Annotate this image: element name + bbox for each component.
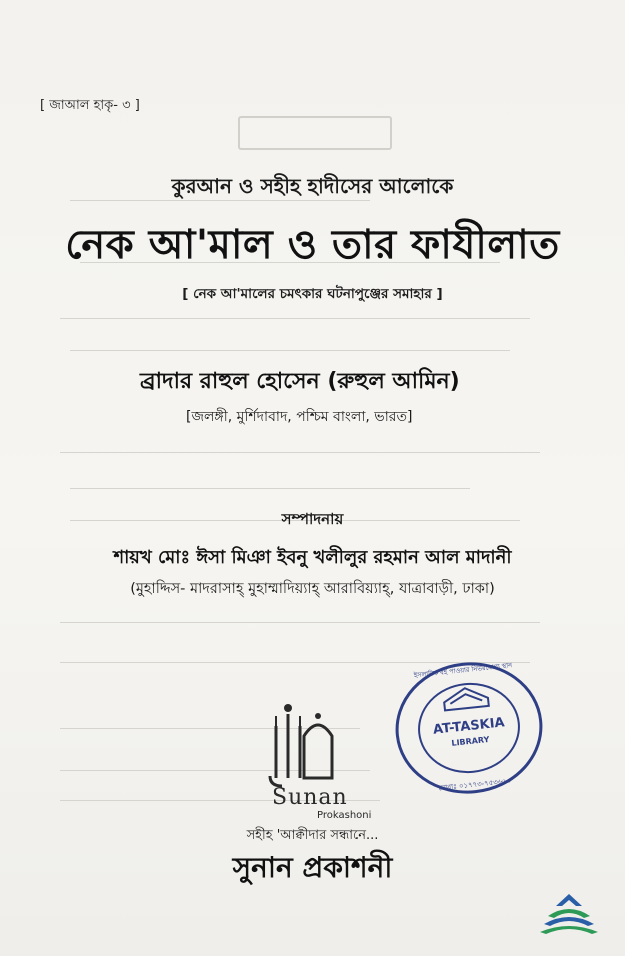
bleed-through-line bbox=[60, 622, 540, 623]
editor-label: সম্পাদনায় bbox=[281, 510, 344, 528]
bleed-through-line bbox=[70, 488, 470, 489]
editor-name: শায়খ মোঃ ঈসা মিঞা ইবনু খলীলুর রহমান আল মাদানী bbox=[113, 547, 512, 568]
logo-subtext: Prokashoni bbox=[317, 810, 372, 821]
book-title: নেক আ'মাল ও তার ফাযীলাত bbox=[65, 222, 560, 268]
bleed-through-line bbox=[70, 350, 510, 351]
stamp-phone: মোবাঃ ০১৭৭৩-৭৫৩৬৬০ bbox=[438, 776, 512, 793]
editor-affiliation: (মুহাদ্দিস- মাদরাসাহ্ মুহাম্মাদিয়্যাহ্ আরাবিয়্যাহ্, যাত্রাবাড়ী, ঢাকা) bbox=[130, 581, 495, 597]
book-subtitle: কুরআন ও সহীহ হাদীসের আলোকে bbox=[171, 174, 454, 198]
bleed-through-line bbox=[60, 452, 540, 453]
author-location: [জলঙ্গী, মুর্শিদাবাদ, পশ্চিম বাংলা, ভারত] bbox=[186, 409, 413, 425]
publisher-slogan: সহীহ 'আক্বীদার সন্ধানে... bbox=[246, 828, 379, 843]
bleed-through-box bbox=[238, 116, 392, 150]
stamp-ring-text: ইসলামিক বই পাওয়ার নির্ভরযোগ্য স্থান bbox=[413, 661, 513, 680]
stamp-name: AT-TASKIA bbox=[432, 715, 506, 738]
logo-wordmark: Sunan bbox=[272, 785, 348, 810]
bleed-through-line bbox=[60, 318, 530, 319]
publisher-name: সুনান প্রকাশনী bbox=[232, 851, 393, 884]
book-tagline: [ নেক আ'মালের চমৎকার ঘটনাপুঞ্জের সমাহার ] bbox=[182, 286, 443, 302]
stamp-subtext: LIBRARY bbox=[451, 734, 490, 748]
series-label: [ জাআল হাকৃ- ৩ ] bbox=[40, 98, 140, 113]
author-name: ব্রাদার রাহুল হোসেন (রুহুল আমিন) bbox=[140, 369, 460, 394]
corner-logo-icon bbox=[538, 890, 600, 938]
library-stamp bbox=[391, 658, 547, 798]
